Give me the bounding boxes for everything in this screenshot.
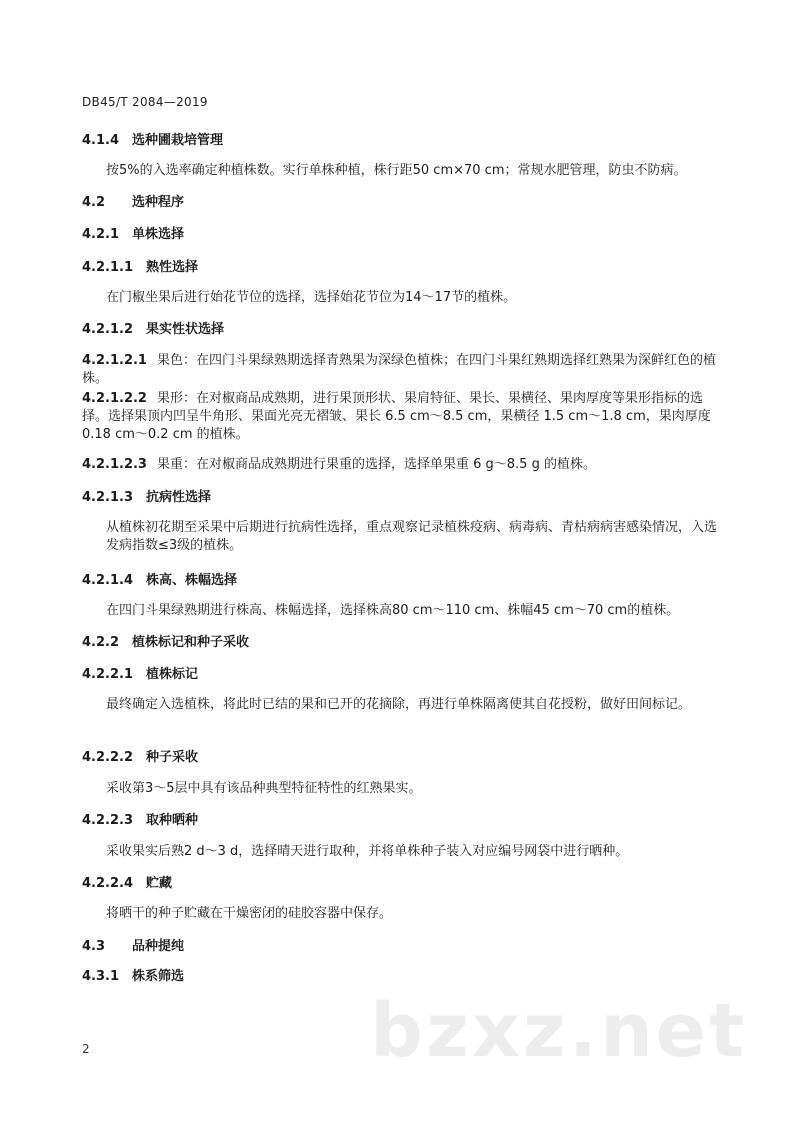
section-heading <box>82 812 198 830</box>
section-heading <box>82 259 198 277</box>
paragraph: 从植株初花期至采果中后期进行抗病性选择，重点观察记录植株疫病、病毒病、青枯病病害感染情况，入选发病指数≤3级的植株。 <box>106 520 718 553</box>
paragraph: 将晒干的种子贮藏在干燥密闭的硅胶容器中保存。 <box>106 906 393 921</box>
clause <box>82 456 718 474</box>
section-number: 4.2.2.1 <box>82 667 133 682</box>
section-title: 取种晒种 <box>146 813 199 828</box>
section-title: 贮藏 <box>146 876 173 891</box>
page-number: 2 <box>82 1042 90 1056</box>
section-number: 4.2.2.3 <box>82 813 133 828</box>
section-heading <box>82 321 224 339</box>
section-number: 4.3.1 <box>82 969 120 984</box>
section-number: 4.2.2 <box>82 635 120 650</box>
section-title: 抗病性选择 <box>146 490 212 505</box>
section-title: 选种圃栽培管理 <box>132 133 224 148</box>
paragraph: 最终确定入选植株，将此时已结的果和已开的花摘除，再进行单株隔离使其自花授粉，做好田间标记。 <box>106 697 692 712</box>
section-title: 株高、株幅选择 <box>146 573 238 588</box>
section-heading <box>82 489 211 507</box>
clause-text: 果形：在对椒商品成熟期，进行果顶形状、果肩特征、果长、果横径、果肉厚度等果形指标的选择。选择果顶内凹呈牛角形、果面光亮无褶皱、果长 6.5 cm～8.5 cm，果横径 1.5 cm～1.8 cm，果肉厚度 0.18 cm～0.2 cm 的植株。 <box>82 391 711 442</box>
clause <box>82 352 718 388</box>
section-heading <box>82 749 198 767</box>
section-number: 4.2.1.4 <box>82 573 133 588</box>
section-number: 4.2.1 <box>82 227 120 242</box>
clause-number: 4.2.1.2.2 <box>82 391 147 406</box>
clause-text: 果色：在四门斗果绿熟期选择青熟果为深绿色植株；在四门斗果红熟期选择红熟果为深鲜红色的植株。 <box>82 353 716 386</box>
section-title: 植株标记 <box>146 667 199 682</box>
section-number: 4.2.1.2 <box>82 322 133 337</box>
section-title: 种子采收 <box>146 750 199 765</box>
section-title: 选种程序 <box>132 195 185 210</box>
section-title: 株系筛选 <box>132 969 185 984</box>
clause <box>82 390 718 444</box>
paragraph: 在门椒坐果后进行始花节位的选择，选择始花节位为14～17节的植株。 <box>106 290 517 305</box>
section-number: 4.2.1.1 <box>82 260 133 275</box>
section-heading <box>82 875 172 893</box>
clause-text: 果重：在对椒商品成熟期进行果重的选择，选择单果重 6 g～8.5 g 的植株。 <box>156 457 596 472</box>
section-heading <box>82 132 223 150</box>
section-number: 4.2.2.2 <box>82 750 133 765</box>
section-title: 单株选择 <box>132 227 185 242</box>
section-title: 熟性选择 <box>146 260 199 275</box>
section-number: 4.2.1.3 <box>82 490 133 505</box>
section-title: 果实性状选择 <box>146 322 225 337</box>
clause-number: 4.2.1.2.1 <box>82 353 147 368</box>
watermark-logo: bzxz.net <box>370 988 748 1074</box>
paragraph: 按5%的入选率确定种植株数。实行单株种植，株行距50 cm×70 cm；常规水肥管理，防虫不防病。 <box>106 163 687 178</box>
paragraph: 在四门斗果绿熟期进行株高、株幅选择，选择株高80 cm～110 cm、株幅45 cm～70 cm的植株。 <box>106 603 680 618</box>
document-code-header: DB45/T 2084—2019 <box>82 95 208 109</box>
section-heading <box>82 226 184 244</box>
section-title: 植株标记和种子采收 <box>132 635 250 650</box>
section-heading <box>82 968 184 986</box>
section-heading <box>82 666 198 684</box>
section-title: 品种提纯 <box>132 939 185 954</box>
section-heading <box>82 194 184 212</box>
section-number: 4.2.2.4 <box>82 876 133 891</box>
section-heading <box>82 572 237 590</box>
section-number: 4.3 <box>82 939 106 954</box>
section-number: 4.2 <box>82 195 106 210</box>
clause-number: 4.2.1.2.3 <box>82 457 147 472</box>
paragraph: 采收第3～5层中具有该品种典型特征特性的红熟果实。 <box>106 781 422 796</box>
section-heading <box>82 938 184 956</box>
paragraph: 采收果实后熟2 d～3 d，选择晴天进行取种，并将单株种子装入对应编号网袋中进行晒种。 <box>106 844 629 859</box>
section-number: 4.1.4 <box>82 133 120 148</box>
section-heading <box>82 634 249 652</box>
